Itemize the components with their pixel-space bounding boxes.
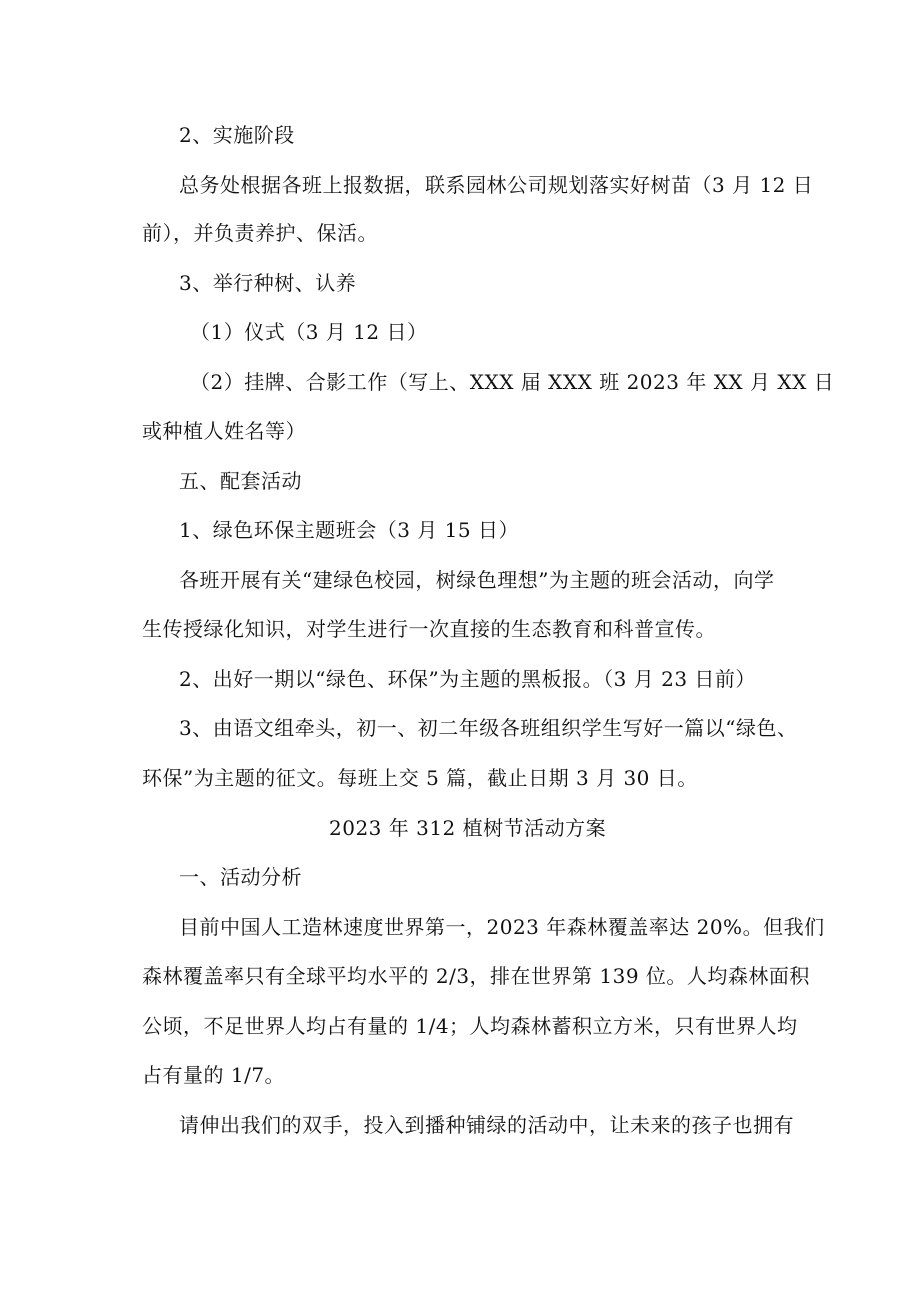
section-heading-activities: 五、配套活动 [179, 469, 302, 493]
paragraph-line: 请伸出我们的双手，投入到播种铺绿的活动中，让未来的孩子也拥有 [179, 1113, 794, 1137]
section-heading-analysis: 一、活动分析 [179, 865, 302, 889]
document-title: 2023 年 312 植树节活动方案 [329, 816, 607, 840]
paragraph-line: 占有量的 1/7。 [142, 1063, 286, 1087]
paragraph-line: 生传授绿化知识，对学生进行一次直接的生态教育和科普宣传。 [142, 617, 716, 641]
list-item: （2）挂牌、合影工作（写上、XXX 届 XXX 班 2023 年 XX 月 XX 日 [190, 370, 835, 394]
paragraph-line: 3、由语文组牵头，初一、初二年级各班组织学生写好一篇以“绿色、 [179, 716, 798, 740]
paragraph-line: 森林覆盖率只有全球平均水平的 2/3，排在世界第 139 位。人均森林面积 [142, 964, 810, 988]
subsection-heading: 1、绿色环保主题班会（3 月 15 日） [179, 518, 519, 542]
paragraph-line: 总务处根据各班上报数据，联系园林公司规划落实好树苗（3 月 12 日 [179, 173, 814, 197]
paragraph-line: 2、出好一期以“绿色、环保”为主题的黑板报。（3 月 23 日前） [179, 667, 756, 691]
section-heading-implementation: 2、实施阶段 [179, 123, 295, 147]
paragraph-line: 或种植人姓名等） [142, 419, 306, 443]
paragraph-line: 各班开展有关“建绿色校园，树绿色理想”为主题的班会活动，向学 [179, 568, 775, 592]
list-item: （1）仪式（3 月 12 日） [190, 320, 428, 344]
section-heading-planting: 3、举行种树、认养 [179, 271, 357, 295]
paragraph-line: 目前中国人工造林速度世界第一，2023 年森林覆盖率达 20%。但我们 [179, 915, 825, 939]
paragraph-line: 环保”为主题的征文。每班上交 5 篇，截止日期 3 月 30 日。 [142, 766, 698, 790]
paragraph-line: 前），并负责养护、保活。 [142, 221, 378, 245]
paragraph-line: 公顷，不足世界人均占有量的 1/4；人均森林蓄积立方米，只有世界人均 [142, 1014, 798, 1038]
